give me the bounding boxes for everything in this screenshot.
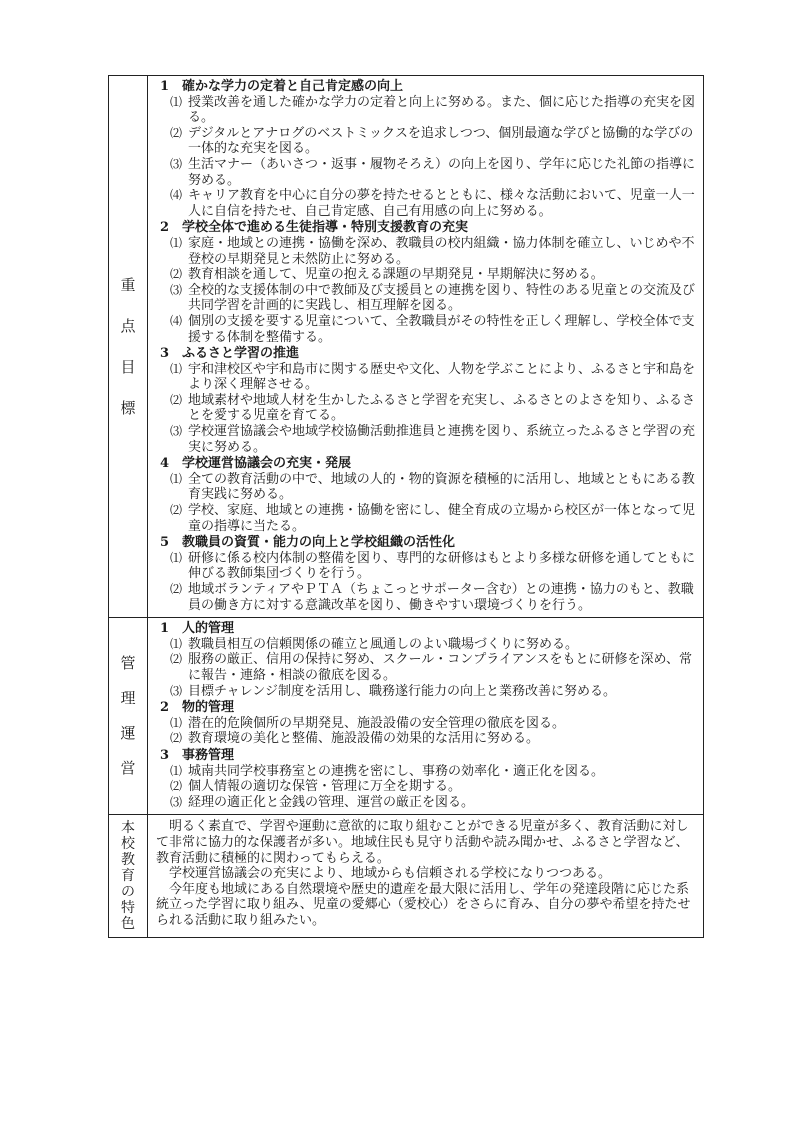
- section-heading: 1 確かな学力の定着と自己肯定感の向上: [160, 79, 404, 94]
- row-label: [109, 618, 148, 814]
- label-char: 営: [120, 759, 136, 778]
- list-item: ⑴ 宇和津校区や宇和島市に関する歴史や文化、人物を学ぶことにより、ふるさと宇和島をより深く理解させる。: [169, 361, 696, 393]
- list-item: ⑷ キャリア教育を中心に自分の夢を持たせるとともに、様々な活動において、児童一人一人に自信を持たせ、自己肯定感、自己有用感の向上に努める。: [169, 188, 695, 219]
- list-item: ⑶ 学校運営協議会や地域学校協働活動推進員と連携を図り、系統立ったふるさと学習の充実に努める。: [169, 424, 696, 455]
- label-char: 校: [121, 836, 135, 853]
- list-item: ⑴ 城南共同学校事務室との連携を密にし、事務の効率化・適正化を図る。: [169, 763, 605, 779]
- label-char: 教: [121, 852, 135, 869]
- school-plan-table: [108, 75, 704, 938]
- section-heading: 4 学校運営協議会の充実・発展: [160, 456, 352, 472]
- row-body: [148, 618, 703, 814]
- label-char: 運: [120, 724, 136, 743]
- section-heading: 1 人的管理: [160, 621, 235, 637]
- label-char: 目: [120, 357, 136, 376]
- list-item: ⑶ 生活マナー（あいさつ・返事・履物そろえ）の向上を図り、学年に応じた礼節の指導に努める。: [169, 156, 696, 188]
- feature-paragraph: 明るく素直で、学習や運動に意欲的に取り組むことができる児童が多く、教育活動に対して非常に協力的な保護者が多い。地域住民も見守り活動や読み聞かせ、ふるさと学習など、教育活動に積極的に関わってもらえる。: [156, 819, 689, 866]
- label-char: 育: [121, 868, 135, 885]
- label-char: 色: [121, 916, 135, 933]
- list-item: ⑴ 潜在的危険個所の早期発見、施設設備の安全管理の徹底を図る。: [169, 715, 566, 731]
- list-item: ⑵ 地域素材や地域人材を生かしたふるさと学習を充実し、ふるさとのよさを知り、ふるさとを愛する児童を育てる。: [169, 392, 696, 424]
- row-label: [109, 815, 148, 937]
- list-item: ⑵ デジタルとアナログのベストミックスを追求しつつ、個別最適な学びと協働的な学びの一体的な充実を図る。: [169, 125, 694, 157]
- list-item: ⑵ 地域ボランティアやＰＴＡ（ちょこっとサポーター含む）との連携・協力のもと、教職員の働き方に対する意識改革を図り、働きやすい環境づくりを行う。: [169, 582, 694, 613]
- list-item: ⑴ 教職員相互の信頼関係の確立と風通しのよい職場づくりに努める。: [169, 636, 579, 652]
- label-char: 理: [120, 689, 136, 708]
- list-item: ⑶ 経理の適正化と金銭の管理、運営の厳正を図る。: [169, 794, 475, 810]
- list-item: ⑵ 服務の厳正、信用の保持に努め、スクール・コンプライアンスをもとに研修を深め、常に報告・連絡・相談の徹底を図る。: [169, 652, 693, 683]
- section-heading: 2 物的管理: [160, 700, 235, 716]
- list-item: ⑴ 研修に係る校内体制の整備を図り、専門的な研修はもとより多様な研修を通してともに伸びる教師集団づくりを行う。: [169, 550, 696, 582]
- list-item: ⑶ 全校的な支援体制の中で教師及び支援員との連携を図り、特性のある児童との交流及び共同学習を計画的に実践し、相互理解を図る。: [169, 282, 696, 314]
- list-item: ⑴ 家庭・地域との連携・協働を深め、教職員の校内組織・協力体制を確立し、いじめや不登校の早期発見と未然防止に努める。: [169, 235, 695, 267]
- label-char: 特: [121, 900, 135, 917]
- label-char: 標: [120, 398, 136, 417]
- row-management: [109, 617, 703, 814]
- label-char: 管: [120, 654, 136, 673]
- row-focus-goals: [109, 76, 703, 617]
- row-body: [148, 76, 703, 617]
- list-item: ⑷ 個別の支援を要する児童について、全教職員がその特性を正しく理解し、学校全体で支援する体制を整備する。: [169, 313, 695, 345]
- list-item: ⑴ 授業改善を通した確かな学力の定着と向上に努める。また、個に応じた指導の充実を図る。: [169, 94, 696, 126]
- section-heading: 2 学校全体で進める生徒指導・特別支援教育の充実: [160, 220, 469, 236]
- section-heading: 5 教職員の資質・能力の向上と学校組織の活性化: [160, 535, 456, 551]
- feature-paragraph: 学校運営協議会の充実により、地域からも信頼される学校になりつつある。: [169, 866, 612, 882]
- list-item: ⑵ 個人情報の適切な保管・管理に万全を期する。: [169, 779, 462, 795]
- feature-paragraph: 今年度も地域にある自然環境や歴史的遺産を最大限に活用し、学年の発達段階に応じた系統立った学習に取り組み、児童の愛郷心（愛校心）をさらに育み、自分の夢や希望を持たせられる活動に取り組みたい。: [156, 881, 691, 928]
- section-heading: 3 事務管理: [160, 747, 235, 763]
- label-char: 本: [121, 820, 135, 837]
- row-body: [148, 815, 703, 937]
- list-item: ⑵ 学校、家庭、地域との連携・協働を密にし、健全育成の立場から校区が一体となって児童の指導に当たる。: [169, 503, 696, 534]
- list-item: ⑴ 全ての教育活動の中で、地域の人的・物的資源を積極的に活用し、地域とともにある教育実践に努める。: [169, 471, 695, 503]
- list-item: ⑶ 目標チャレンジ制度を活用し、職務遂行能力の向上と業務改善に努める。: [169, 683, 616, 699]
- section-heading: 3 ふるさと学習の推進: [160, 346, 300, 362]
- row-label: [109, 76, 148, 617]
- row-school-features: [109, 814, 703, 937]
- label-char: 点: [120, 316, 136, 335]
- list-item: ⑵ 教育環境の美化と整備、施設設備の効果的な活用に努める。: [169, 731, 540, 747]
- label-char: 重: [120, 275, 136, 294]
- label-char: の: [121, 884, 135, 901]
- list-item: ⑵ 教育相談を通して、児童の抱える課題の早期発見・早期解決に努める。: [169, 267, 604, 283]
